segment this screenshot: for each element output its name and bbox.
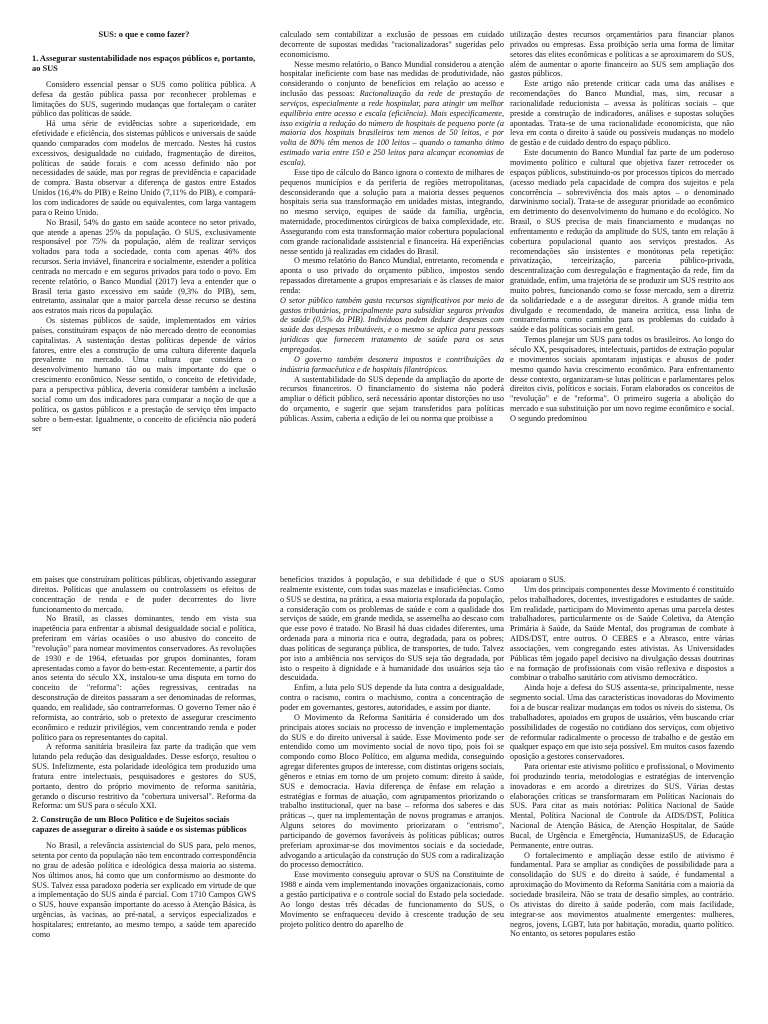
paragraph: apoiaram o SUS.: [510, 575, 566, 584]
paragraph: O mesmo relatório do Banco Mundial, entretanto, recomenda e aponta o uso privado do orçamento público, impostos sendo repassados diretamente a grupos empresariais e às classes de maior renda:: [280, 256, 504, 295]
section-heading-2: 2. Construção de um Bloco Político e de Sujeitos sociais capazes de assegurar o direito à saúde e os sistemas públicos: [32, 815, 247, 835]
paragraph: Um dos principais componentes desse Movimento é constituído pelos trabalhadores, docentes, investigadores e estudantes de saúde. Em realidade, participam do Movimento apenas uma parcela destes trabalhadores, particularmente os de Saúde Coletiva, da Atenção Primária à Saúde, da Saúde Mental, dos programas de combate à AIDS/DST, entre outros. O CEBES e a Abrasco, entre várias associações, vem congregando estes ativistas. As Universidades Públicas têm jogado papel decisivo na divulgação dessas doutrinas e na formação de profissionais com visão reflexiva e dispostos a combinar o trabalho sanitário com ativismo democrático.: [510, 584, 734, 683]
quoted-passage: Racionalização da rede de prestação de serviços, especialmente a rede hospitalar, para atingir um melhor equilíbrio entre acesso e escala (eficiência). Mais especificamente, isso exigiria a redução do número de hospitais de pequeno porte (a maioria dos hospitais brasileiros tem menos de 50 leitos, e por volta de 80% têm menos de 100 leitos – quando o tamanho ótimo estimado varia entre 150 e 250 leitos para alcançar economias de escala).: [280, 89, 504, 167]
paragraph: utilização destes recursos orçamentários para financiar planos privados ou empresas. Essa proibição seria uma forma de limitar setores das elites econômicas e políticas a se aproximarem do SUS, além de aumentar o aporte financeiro ao SUS sem ampliação dos gastos públicos.: [510, 30, 734, 79]
page-2: [0, 512, 768, 1024]
paragraph: Considero essencial pensar o SUS como política pública. A defesa da gestão pública passa por reconhecer problemas e limitações do SUS, sugerindo mudanças que fortaleçam o caráter público das políticas de saúde.: [32, 79, 256, 119]
page-2-column-3: [510, 575, 734, 1024]
article-title: SUS: o que e como fazer?: [98, 30, 190, 39]
paragraph-lead: Nesse mesmo relatório, o Banco Mundial considerou a atenção hospitalar ineficiente com base nas medidas de produtividade, não considerando o conjunto de benefícios em relação ao acesso e inclusão das pessoas:: [280, 59, 504, 99]
paragraph: calculado sem contabilizar a exclusão de pessoas em cuidado decorrente de supostas medidas "racionalizadoras" sugeridas pelo economicismo.: [280, 30, 504, 59]
paragraph: Esse movimento conseguiu aprovar o SUS na Constituinte de 1988 e ainda vem implementando inovações organizacionais, como a gestão participativa e o controle social do Estado pela sociedade. Ao longo destas três décadas de funcionamento do SUS, o Movimento se enfraqueceu devido à crescente tradução de seu projeto político dentro do aparelho de: [280, 870, 504, 929]
quoted-passage: O governo também desonera impostos e contribuições da indústria farmacêutica e de hospitais filantrópicos.: [280, 354, 504, 374]
paragraph: Há uma série de evidências sobre a superioridade, em efetividade e eficiência, dos sistemas públicos e universais de saúde quando comparados com modelos de mercado. Nestes há custos excessivos, desigualdade no cuidado, fragmentação de direitos, políticas de saúde focais e com acesso definido não por necessidades de saúde, mas por regras de previdência e capacidade de compra. Basta observar a diferença de gastos entre Estados Unidos (16,4% do PIB) e Reino Unido (7,11% do PIB), e compará-los com indicadores de saúde ou equivalentes, com larga vantagem para o Reino Unido.: [32, 119, 256, 217]
paragraph: Este artigo não pretende criticar cada uma das análises e recomendações do Banco Mundial, mas, sim, recusar a racionalidade reducionista – avessa às políticas sociais – que preside a construção de indicadores, análises e supostas soluções apontadas. Trata-se de uma racionalidade economicista, que não leva em conta o direito à saúde ou possíveis mudanças no modelo de gestão e de cuidado dentro do espaço público.: [510, 79, 734, 148]
page-2-column-2: [280, 575, 504, 1024]
paragraph: [280, 60, 504, 168]
page-1-column-3: [510, 30, 734, 512]
paragraph: Temos planejar um SUS para todos os brasileiros. Ao longo do século XX, pesquisadores, intelectuais, partidos de extração popular e movimentos sociais apontaram injustiças e abusos de poder mesmo quando havia crescimento econômico. Para enfrentamento desse contexto, organizaram-se lutas políticas e parlamentares pelos direitos civis, políticos e sociais. Foram elaborados os conceitos de "revolução" e de "reforma". O primeiro sugeria a abolição do mercado e sua substituição por um novo regime econômico e social. O segundo predominou: [510, 335, 734, 423]
paragraph: No Brasil, a relevância assistencial do SUS para, pelo menos, setenta por cento da população não tem encontrado correspondência no grau de adesão política e ideológica dessa maioria ao sistema. Nos últimos anos, há como que um conformismo ao desmonte do SUS. Talvez essa paradoxo poderia ser explicado em virtude de que a implementação do SUS ainda é parcial. Com 1710 Campos GWS o SUS, houve expansão importante do acesso à Atenção Básica, às urgências, às vacinas, ao pré-natal, a serviços especializados e hospitalares; entretanto, ao mesmo tempo, a saúde tem aparecido como: [32, 841, 256, 939]
paragraph: Os sistemas públicos de saúde, implementados em vários países, constituíram espaços de não mercado dentro de economias capitalistas. A sustentação destas políticas depende de vários fatores, entre eles a construção de uma cultura diferente daquela prevalente no mercado. Uma cultura que considera o desenvolvimento humano tão ou mais importante do que o crescimento econômico. Nesse sentido, o conceito de efetividade, para a perspectiva pública, deveria considerar também a inclusão social como um dos indicadores para comparar a noção de que a política, os gastos públicos e a prestação de serviço têm impacto sobre o bem-estar. Igualmente, o conceito de eficiência não poderá ser: [32, 316, 256, 434]
paragraph: O fortalecimento e ampliação desse estilo de ativismo é fundamental. Para se ampliar as condições de possibilidade para a consolidação do SUS e do direito à saúde, é fundamental a aproximação do Movimento da Reforma Sanitária com a maioria da sociedade brasileira. Não se trata de desafio simples, ao contrário. Os ativistas do direito à saúde poderão, com mais facilidade, integrar-se aos movimentos atualmente emergentes: mulheres, negros, jovens, LGBT, luta por habitação, moradia, quarto político. No entanto, os setores populares estão: [510, 850, 734, 939]
paragraph: No Brasil, 54% do gasto em saúde acontece no setor privado, que atende a apenas 25% da população. O SUS, exclusivamente responsável por 75% da população, além de realizar serviços voltados para toda a sociedade, conta com apenas 46% dos recursos. Seria inviável, financeira e socialmente, estender a política centrada no mercado e em seguros privados para todo o povo. Em recente relatório, o Banco Mundial (2017) leva a entender que o Brasil teria gasto excessivo em saúde (9,3% do PIB), sem, entretanto, assinalar que a maior parcela desse recurso se destina aos estratos mais ricos da população.: [32, 217, 256, 316]
paragraph: Este documento do Banco Mundial faz parte de um poderoso movimento político e cultural que objetiva fazer retroceder os espaços públicos, substituindo-os por processos típicos do mercado (acesso mediado pela capacidade de compra dos sujeitos e pela concorrência – sobrevivência dos mais aptos – o denominado darwinismo social). Trata-se de assegurar prioridade ao econômico em detrimento do desenvolvimento do humano e do ecológico. No Brasil, o SUS precisa de mais financiamento e mudanças no enfrentamento e redução da amplitude do SUS, tanto em relação à cobertura populacional quanto aos serviços prestados. As recomendações são insistentes e monótonas pela repetição: privatização, terceirização, parceria público-privada, descentralização com desregulação e fragmentação da rede, fim da gratuidade, enfim, uma trajetória de se produzir um SUS restrito aos muito pobres, funcionando como se fosse mercado, sem a diretriz da solidariedade e a de assegurar direitos. A grande mídia tem divulgado e recomendado, de maneira acrítica, essa linha de contrarreforma como caminho para os problemas do cuidado à saúde e das políticas sociais em geral.: [510, 148, 734, 335]
paragraph: O Movimento da Reforma Sanitária é considerado um dos principais atores sociais no processo de invenção e implementação do SUS e do direito universal à saúde. Esse Movimento pode ser entendido como um movimento social de novo tipo, pois foi se compondo como Bloco Político, em alguma medida, conseguindo agregar diferentes grupos de interesse, com distintas origens sociais, gêneros e etnias em torno de um projeto comum: direito à saúde, SUS e democracia. Havia diferença de ênfase em relação a estratégias e formas de atuação, com agrupamentos priorizando o trabalho institucional, quer na base – reforma dos saberes e das práticas –, quer na implementação de novos programas e arranjos. Alguns setores do movimento priorizaram o "entrismo", participando de governos favoráveis às políticas públicas; outros preferiam aproximar-se dos movimentos sociais e da sociedade, advogando a articulação da construção do SUS com a radicalização do processo democrático.: [280, 712, 504, 870]
paragraph: em países que construíram políticas públicas, objetivando assegurar direitos. Políticas que anulassem ou controlassem os efeitos de concentração de renda e de poder decorrentes do livre funcionamento do mercado.: [32, 575, 256, 614]
page-2-column-1: [32, 575, 256, 1024]
paragraph: Ainda hoje a defesa do SUS assenta-se, principalmente, nesse segmento social. Uma das características inovadoras do Movimento foi a de buscar realizar mudanças em todos os níveis do sistema. Os trabalhadores, apoiados em grupos de usuários, vêm buscando criar possibilidades de cogestão no cotidiano dos serviços, com objetivo de reformular radicalmente o processo de trabalho e de gestão em qualquer espaço em que isto seja possível. Em muitos casos fazendo oposição a gestores conservadores.: [510, 683, 734, 762]
paragraph: Para orientar este ativismo político e profissional, o Movimento foi produzindo teoria, metodologias e estratégias de intervenção inovadoras e em acordo a diretrizes do SUS. Várias destas elaborações críticas se transformaram em Políticas Nacionais do SUS. Para citar as mais notórias: Política Nacional de Saúde Mental, Política Nacional de Controle da AIDS/DST, Política Nacional de Atenção Básica, de Atenção Hospitalar, de Saúde Bucal, de Urgência e Emergência, HumanizaSUS, de Educação Permanente, entre outras.: [510, 762, 734, 850]
paragraph: benefícios trazidos à população, e sua debilidade é que o SUS realmente existente, com todas suas mazelas e insuficiências. Como o SUS se destina, na prática, a essa maioria explorada da população, a consideração com os problemas de saúde e com a qualidade dos serviços de saúde, em grande medida, se assemelha ao descaso com que esse povo é tratado. No Brasil há duas cidades diferentes, uma ordenada para a minoria rica e outra, degradada, para os pobres; duas políticas de segurança pública, de transportes, de tudo. Talvez por isto a ambiência nos serviços do SUS seja tão degradada, por isto o respeito à dignidade e à humanidade dos usuários seja tão descuidada.: [280, 575, 504, 683]
page-1-column-1: [32, 30, 256, 512]
paragraph: A reforma sanitária brasileira faz parte da tradição que vem lutando pela redução das desigualdades. Desse esforço, resultou o SUS. Infelizmente, esta polaridade ideológica tem produzido uma fratura entre intelectuais, pesquisadores e gestores do SUS, portanto, dentro do próprio movimento de reforma sanitária, gerando o discurso restritivo da "cobertura universal". Reforma da Reforma: um SUS para o século XXI.: [32, 742, 256, 811]
paragraph: No Brasil, as classes dominantes, tendo em vista sua inapetência para enfrentar a abismal desigualdade social e política, preferiram em várias ocasiões o uso abusivo do conceito de "revolução" para nomear movimentos conservadores. As revoluções de 1930 e de 1964, efetuadas por grupos dominantes, foram apresentadas como a favor do bem-estar. Recentemente, a partir dos anos setenta do século XX, instalou-se uma disputa em torno do conceito de "reforma": ações regressivas, centradas na desconstrução de direitos passaram a ser denominadas de reformas, quando, em realidade, são contrarreformas. O governo Temer não é reformista, ao contrário, sob o pretexto de assegurar crescimento econômico e reduzir privilégios, vem concentrando renda e poder político para os representantes do capital.: [32, 614, 256, 742]
paragraph: A sustentabilidade do SUS depende da ampliação do aporte de recursos financeiros. O financiamento do sistema não poderá ampliar o déficit público, será necessário apontar distorções no uso do orçamento, e sugerir que sejam transferidos para políticas públicas. Assim, caberia a edição de lei ou norma que proibisse a: [280, 374, 504, 423]
quoted-passage: O setor público também gasta recursos significativos por meio de gastos tributários, principalmente para subsidiar seguros privados de saúde (0,5% do PIB). Indivíduos podem deduzir despesas com saúde das despesas tributáveis, e o mesmo se aplica para pessoas jurídicas que fornecem tratamento de saúde para os seus empregados.: [280, 295, 504, 354]
paragraph: Esse tipo de cálculo do Banco ignora o contexto de milhares de pequenos municípios e da periferia de regiões metropolitanas, desconsiderando que a solução para a maioria desses pequenos hospitais seria sua transformação em unidades mistas, integrando, no mesmo serviço, equipes de saúde da família, urgência, maternidade, procedimentos cirúrgicos de baixa complexidade, etc. Assegurando com esta transformação maior cobertura populacional com grande racionalidade assistencial e financeira. Há experiências nesse sentido já realizadas em cidades do Brasil.: [280, 167, 504, 256]
section-heading-1: 1. Assegurar sustentabilidade nos espaços públicos e, portanto, ao SUS: [32, 53, 256, 73]
paragraph: Enfim, a luta pelo SUS depende da luta contra a desigualdade, contra o racismo, contra o machismo, contra a concentração de poder em governantes, gestores, autoridades, e assim por diante.: [280, 683, 504, 712]
page-1-column-2: [280, 30, 504, 512]
